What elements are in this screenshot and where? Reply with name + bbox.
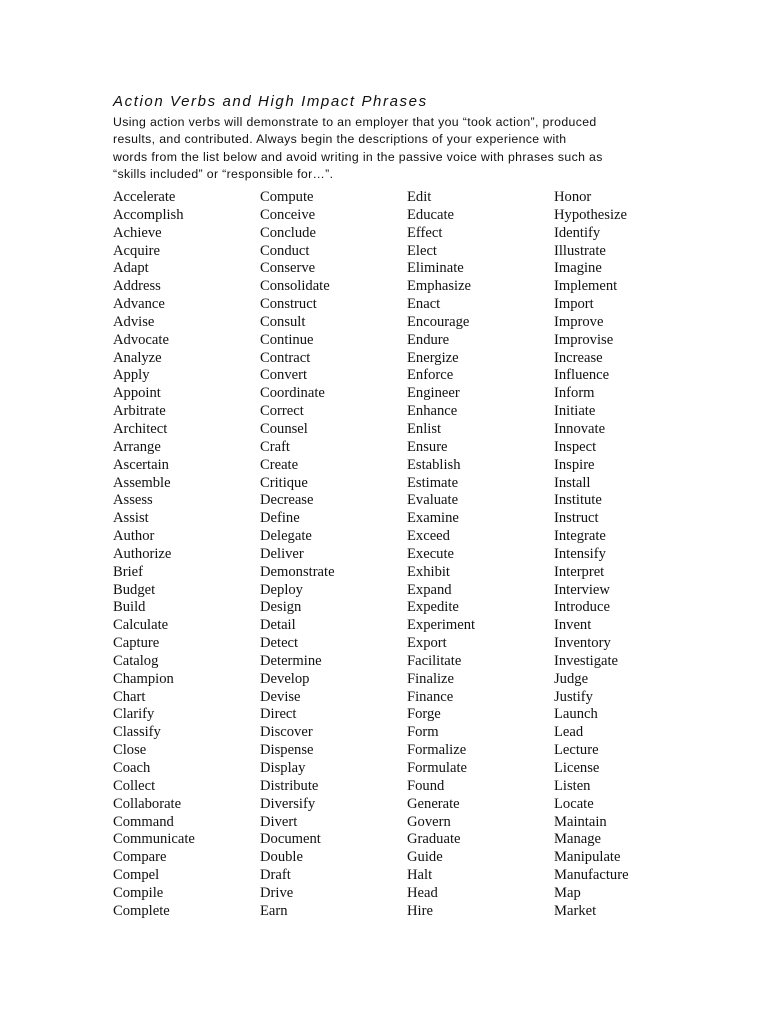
verb-item: Judge <box>554 670 589 687</box>
verb-item: Accelerate <box>113 189 176 205</box>
verb-item: Justify <box>554 688 593 705</box>
verb-item: Halt <box>407 867 433 884</box>
verb-item: Dispense <box>260 742 314 759</box>
verb-item: Innovate <box>554 420 606 437</box>
verb-item: Guide <box>407 849 443 866</box>
verb-list <box>0 189 768 929</box>
verb-item: Assess <box>113 492 153 509</box>
intro-line: words from the list below and avoid writing in the passive voice with phrases such as <box>113 149 603 164</box>
verb-item: Inspect <box>554 438 597 455</box>
verb-item: Discover <box>260 724 313 741</box>
verb-item: Implement <box>554 278 618 295</box>
verb-item: Consolidate <box>260 278 330 295</box>
verb-item: Compile <box>113 884 164 901</box>
verb-item: Generate <box>407 795 460 812</box>
verb-item: Adapt <box>113 260 149 277</box>
verb-item: Improvise <box>554 331 614 348</box>
verb-item: Clarify <box>113 706 155 723</box>
verb-item: Facilitate <box>407 652 462 669</box>
verb-item: Form <box>407 724 439 741</box>
verb-item: Devise <box>260 688 301 705</box>
verb-item: Deploy <box>260 581 303 598</box>
verb-item: Design <box>260 599 302 616</box>
verb-item: Create <box>260 456 299 473</box>
intro-line: “skills included” or “responsible for…”. <box>113 167 334 182</box>
verb-column-3 <box>407 189 552 921</box>
verb-item: Author <box>113 528 155 545</box>
verb-item: Establish <box>407 456 461 473</box>
verb-item: Inform <box>554 385 595 402</box>
verb-item: Correct <box>260 403 304 420</box>
verb-item: Drive <box>260 884 294 901</box>
verb-item: Determine <box>260 652 322 669</box>
verb-item: Authorize <box>113 545 172 562</box>
verb-item: Endure <box>407 331 450 348</box>
verb-item: Initiate <box>554 403 596 420</box>
verb-item: Hypothesize <box>554 206 627 223</box>
verb-item: Manufacture <box>554 867 629 884</box>
verb-item: Build <box>113 599 146 616</box>
verb-column-4 <box>554 189 699 921</box>
verb-item: Arbitrate <box>113 403 166 420</box>
verb-item: Critique <box>260 474 308 491</box>
verb-item: Convert <box>260 367 308 384</box>
verb-item: Budget <box>113 581 156 598</box>
verb-item: Command <box>113 813 174 830</box>
verb-item: Assemble <box>113 474 171 491</box>
verb-item: Calculate <box>113 617 169 634</box>
verb-item: Assist <box>113 510 149 527</box>
verb-item: Maintain <box>554 813 607 830</box>
verb-item: Enhance <box>407 403 458 420</box>
intro-line: Using action verbs will demonstrate to an employer that you “took action”, produced <box>113 115 597 129</box>
verb-item: Deliver <box>260 545 304 562</box>
verb-item: Introduce <box>554 599 610 616</box>
verb-item: Continue <box>260 331 314 348</box>
verb-item: Formulate <box>407 760 467 776</box>
verb-item: Architect <box>113 420 168 437</box>
verb-item: Decrease <box>260 492 314 509</box>
verb-item: Conclude <box>260 224 316 241</box>
verb-item: Capture <box>113 635 160 652</box>
verb-item: Hire <box>407 902 433 919</box>
verb-item: Compel <box>113 867 160 884</box>
verb-item: Effect <box>407 224 443 241</box>
verb-item: Locate <box>554 795 594 812</box>
verb-item: Launch <box>554 706 598 723</box>
verb-item: Lecture <box>554 742 599 759</box>
verb-item: Accomplish <box>113 206 184 223</box>
verb-item: Catalog <box>113 652 159 669</box>
verb-item: Expedite <box>407 599 459 616</box>
verb-item: Counsel <box>260 420 308 437</box>
verb-item: Compare <box>113 849 167 866</box>
verb-item: Diversify <box>260 795 316 812</box>
verb-item: Engineer <box>407 385 460 402</box>
verb-item: Brief <box>113 563 143 580</box>
verb-item: Illustrate <box>554 242 606 259</box>
verb-item: Acquire <box>113 242 161 259</box>
verb-item: Develop <box>260 670 310 687</box>
verb-item: Coordinate <box>260 385 325 402</box>
verb-item: Detail <box>260 617 296 634</box>
intro-paragraph <box>113 114 673 184</box>
verb-item: Formalize <box>407 742 467 759</box>
verb-item: Enact <box>407 296 441 313</box>
verb-item: Advocate <box>113 331 169 348</box>
verb-item: Execute <box>407 545 454 562</box>
verb-item: Communicate <box>113 831 195 848</box>
verb-item: Complete <box>113 902 170 919</box>
verb-item: Coach <box>113 760 151 776</box>
verb-item: Compute <box>260 189 314 205</box>
verb-item: Examine <box>407 510 459 527</box>
verb-item: Elect <box>407 242 437 259</box>
verb-item: Classify <box>113 724 161 741</box>
verb-item: Achieve <box>113 224 162 241</box>
verb-item: Improve <box>554 313 604 330</box>
verb-item: Arrange <box>113 438 161 455</box>
verb-item: Experiment <box>407 617 476 634</box>
verb-item: Chart <box>113 688 146 705</box>
intro-line: results, and contributed. Always begin the descriptions of your experience with <box>113 132 567 147</box>
verb-item: Graduate <box>407 831 461 848</box>
verb-item: Invent <box>554 617 592 634</box>
verb-item: Define <box>260 510 300 527</box>
verb-item: Divert <box>260 813 298 830</box>
verb-item: Conceive <box>260 206 316 223</box>
verb-item: Finance <box>407 688 454 705</box>
verb-item: Import <box>554 296 594 313</box>
verb-item: Interview <box>554 581 610 598</box>
verb-item: Listen <box>554 777 591 794</box>
verb-item: Address <box>113 278 161 295</box>
verb-item: Integrate <box>554 528 606 545</box>
verb-item: Honor <box>554 189 592 205</box>
verb-item: Identify <box>554 224 601 241</box>
document-title: Action Verbs and High Impact Phrases <box>113 93 428 110</box>
verb-item: Interpret <box>554 563 605 580</box>
verb-item: Collect <box>113 777 156 794</box>
verb-item: Conserve <box>260 260 316 277</box>
verb-item: Document <box>260 831 321 848</box>
verb-item: Direct <box>260 706 297 723</box>
verb-item: Ensure <box>407 438 448 455</box>
verb-item: Instruct <box>554 510 599 527</box>
verb-item: Lead <box>554 724 584 741</box>
verb-item: Intensify <box>554 545 606 562</box>
verb-item: Detect <box>260 635 299 652</box>
verb-item: Energize <box>407 349 459 366</box>
verb-item: Advance <box>113 296 165 313</box>
verb-item: Emphasize <box>407 278 472 295</box>
verb-item: Finalize <box>407 670 455 687</box>
verb-item: Analyze <box>113 349 162 366</box>
verb-item: Demonstrate <box>260 563 335 580</box>
verb-column-1 <box>113 189 258 921</box>
verb-item: Market <box>554 902 597 919</box>
verb-item: Evaluate <box>407 492 459 509</box>
verb-item: Export <box>407 635 447 652</box>
verb-item: Conduct <box>260 242 310 259</box>
verb-item: Estimate <box>407 474 459 491</box>
verb-item: Enforce <box>407 367 454 384</box>
verb-item: Manipulate <box>554 849 621 866</box>
verb-item: License <box>554 760 600 776</box>
verb-item: Contract <box>260 349 311 366</box>
verb-item: Govern <box>407 813 451 830</box>
verb-item: Draft <box>260 867 291 884</box>
verb-item: Champion <box>113 670 174 687</box>
verb-item: Map <box>554 884 581 901</box>
verb-item: Imagine <box>554 260 602 277</box>
verb-item: Educate <box>407 206 454 223</box>
verb-item: Eliminate <box>407 260 464 277</box>
verb-item: Institute <box>554 492 602 509</box>
verb-item: Expand <box>407 581 452 598</box>
verb-item: Earn <box>260 902 288 919</box>
verb-item: Enlist <box>407 420 442 437</box>
verb-item: Found <box>407 777 445 794</box>
verb-item: Display <box>260 760 306 776</box>
verb-item: Manage <box>554 831 602 848</box>
verb-item: Advise <box>113 313 155 330</box>
verb-item: Increase <box>554 349 603 366</box>
verb-item: Install <box>554 474 591 491</box>
verb-item: Ascertain <box>113 456 169 473</box>
verb-item: Investigate <box>554 652 619 669</box>
verb-item: Inventory <box>554 635 611 652</box>
verb-item: Edit <box>407 189 432 205</box>
verb-column-2 <box>260 189 405 921</box>
verb-item: Double <box>260 849 303 866</box>
verb-item: Close <box>113 742 147 759</box>
verb-item: Distribute <box>260 777 319 794</box>
verb-item: Exhibit <box>407 563 450 580</box>
verb-item: Collaborate <box>113 795 182 812</box>
verb-item: Forge <box>407 706 441 723</box>
verb-item: Construct <box>260 296 317 313</box>
verb-item: Delegate <box>260 528 312 545</box>
verb-item: Head <box>407 884 438 901</box>
verb-item: Apply <box>113 367 150 384</box>
verb-item: Exceed <box>407 528 450 545</box>
verb-item: Inspire <box>554 456 595 473</box>
verb-item: Influence <box>554 367 610 384</box>
verb-item: Consult <box>260 313 306 330</box>
verb-item: Craft <box>260 438 290 455</box>
verb-item: Encourage <box>407 313 470 330</box>
verb-item: Appoint <box>113 385 161 402</box>
